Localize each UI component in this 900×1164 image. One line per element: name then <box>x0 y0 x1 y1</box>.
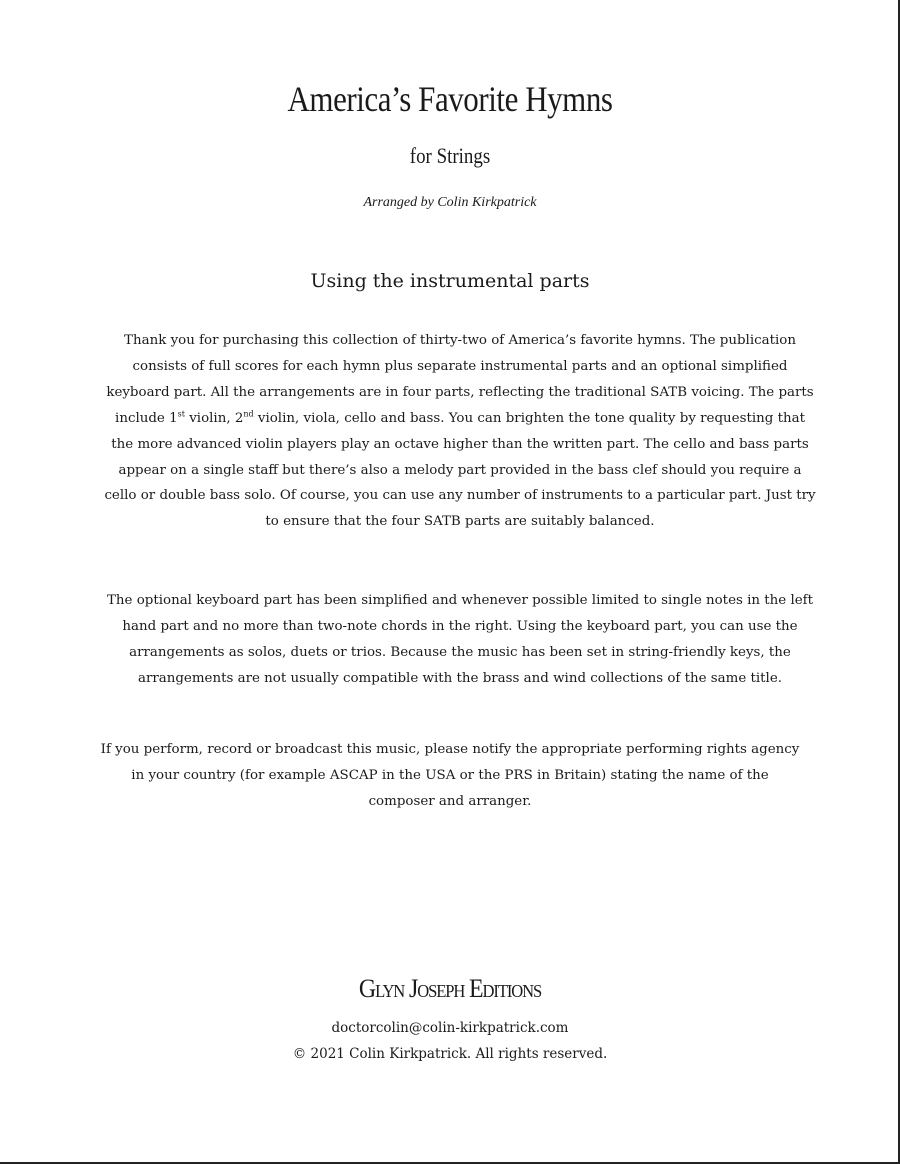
copyright-notice: © 2021 Colin Kirkpatrick. All rights reserved. <box>292 1046 608 1062</box>
intro-paragraph <box>104 328 816 535</box>
first-superscript: st <box>177 409 185 419</box>
contact-email: doctorcolin@colin-kirkpatrick.com <box>331 1020 569 1036</box>
rights-paragraph: If you perform, record or broadcast this music, please notify the appropriate performing rights agency in your country (for example ASCAP in the USA or the PRS in Britain) stating the name of the composer and arranger. <box>100 742 800 809</box>
arranger-credit: Arranged by Colin Kirkpatrick <box>363 195 537 210</box>
document-title: America’s Favorite Hymns <box>287 79 613 119</box>
document-subtitle: for Strings <box>409 143 491 168</box>
publisher-logo: Glyn Joseph Editions <box>358 974 542 1003</box>
intro-text-part3: violin, viola, cello and bass. You can brighten the tone quality by requesting that the more advanced violin players play an octave higher than the written part. The cello and bass parts appear on a single staff but there’s also a melody part provided in the bass clef should you require a cello or double bass solo. Of course, you can use any number of instruments to a particular part. Just try to ensure that the four SATB parts are suitably balanced. <box>104 410 816 530</box>
keyboard-paragraph: The optional keyboard part has been simplified and whenever possible limited to single notes in the left hand part and no more than two-note chords in the right. Using the keyboard part, you can use the arrangements as solos, duets or trios. Because the music has been set in string-friendly keys, the arrangements are not usually compatible with the brass and wind collections of the same title. <box>106 593 814 686</box>
intro-text-part2: violin, 2 <box>184 410 244 426</box>
second-superscript: nd <box>243 409 254 419</box>
section-heading: Using the instrumental parts <box>310 270 590 292</box>
intro-text-part1: Thank you for purchasing this collection of thirty-two of America’s favorite hymns. The publication consists of full scores for each hymn plus separate instrumental parts and an optional simplified keyboard part. All the arrangements are in four parts, reflecting the traditional SATB voicing. The parts include 1 <box>106 333 814 426</box>
